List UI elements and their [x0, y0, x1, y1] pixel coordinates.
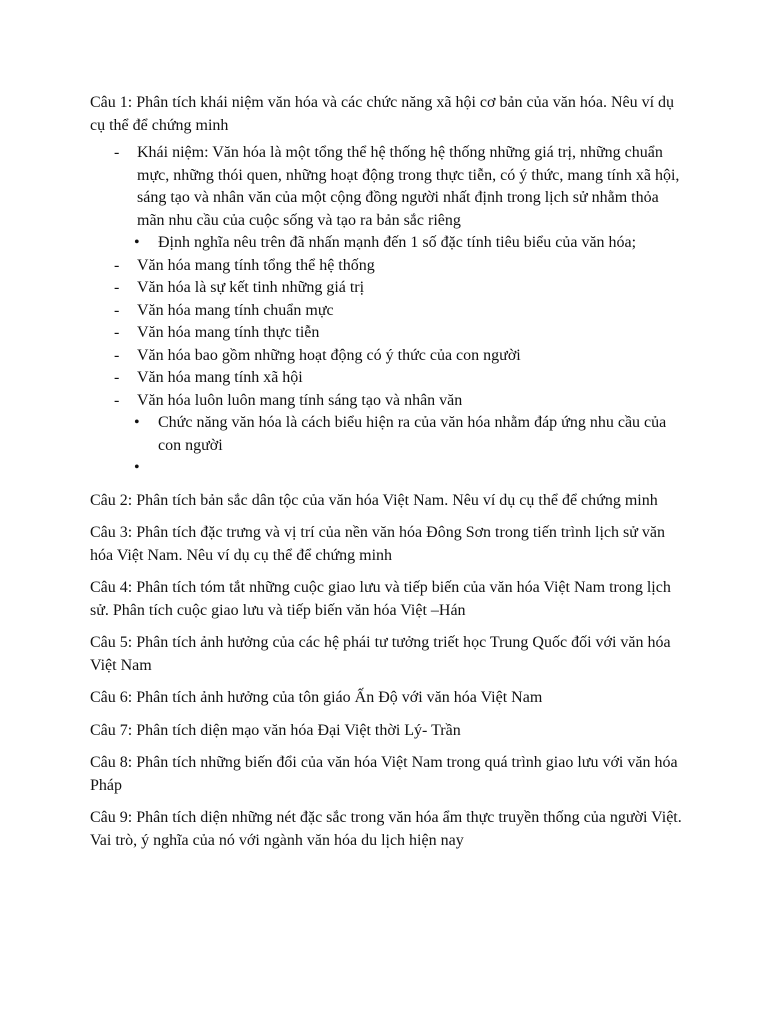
question-1-title: Câu 1: Phân tích khái niệm văn hóa và các chức năng xã hội cơ bản của văn hóa. Nêu ví dụ cụ thể để chứng minh — [90, 94, 675, 134]
concept-sublist-item — [90, 232, 690, 255]
bullet-marker: • — [134, 459, 140, 476]
trait-text: Văn hóa mang tính thực tiễn — [137, 324, 320, 341]
function-sublist-item — [90, 412, 690, 480]
concept-note-text: Định nghĩa nêu trên đã nhấn mạnh đến 1 số đặc tính tiêu biểu của văn hóa; — [158, 234, 637, 251]
bullet-item-empty — [90, 457, 690, 480]
question-3-title: Câu 3: Phân tích đặc trưng và vị trí của nền văn hóa Đông Sơn trong tiến trình lịch sử văn hóa Việt Nam. Nêu ví dụ cụ thể để chứng minh — [90, 524, 666, 564]
trait-text: Văn hóa mang tính tổng thể hệ thống — [137, 256, 375, 274]
trait-text: Văn hóa là sự kết tinh những giá trị — [137, 279, 365, 296]
list-item-trait — [90, 255, 690, 278]
question-7-title: Câu 7: Phân tích diện mạo văn hóa Đại Việt thời Lý- Trần — [90, 721, 461, 739]
question-8-title: Câu 8: Phân tích những biến đổi của văn hóa Việt Nam trong quá trình giao lưu với văn hóa Pháp — [90, 754, 678, 794]
trait-text: Văn hóa mang tính xã hội — [137, 369, 303, 386]
list-item-concept — [90, 142, 690, 232]
question-5-title: Câu 5: Phân tích ảnh hưởng của các hệ phái tư tưởng triết học Trung Quốc đối với văn hóa Việt Nam — [90, 634, 671, 674]
list-item-trait — [90, 277, 690, 300]
bullet-marker: • — [134, 234, 140, 251]
dash-marker: - — [114, 324, 120, 341]
question-9-title: Câu 9: Phân tích diện những nét đặc sắc trong văn hóa ẩm thực truyền thống của người Việt. Vai trò, ý nghĩa của nó với ngành văn hóa du lịch hiện nay — [90, 809, 682, 849]
list-item-trait — [90, 390, 690, 413]
dash-marker: - — [114, 301, 120, 319]
trait-text: Văn hóa mang tính chuẩn mực — [137, 301, 334, 319]
question-4-title: Câu 4: Phân tích tóm tắt những cuộc giao lưu và tiếp biến của văn hóa Việt Nam trong lịch sử. Phân tích cuộc giao lưu và tiếp biến văn hóa Việt –Hán — [90, 579, 671, 619]
dash-marker: - — [114, 144, 120, 161]
dash-marker: - — [114, 346, 120, 364]
function-note-text: Chức năng văn hóa là cách biểu hiện ra của văn hóa nhằm đáp ứng nhu cầu của con người — [158, 414, 667, 454]
dash-marker: - — [114, 391, 120, 409]
concept-text: Khái niệm: Văn hóa là một tổng thể hệ thống hệ thống những giá trị, những chuẩn mực, những thói quen, những hoạt động trong thực tiễn, có ý thức, mang tính xã hội, sáng tạo và nhân văn của một cộng đồng người nhất định trong lịch sử nhằm thỏa mãn nhu cầu của cuộc sống và tạo ra bản sắc riêng — [137, 144, 680, 229]
question-6-title: Câu 6: Phân tích ảnh hưởng của tôn giáo Ấn Độ với văn hóa Việt Nam — [90, 689, 543, 706]
list-item-trait — [90, 367, 690, 390]
dash-marker: - — [114, 369, 120, 386]
list-item-trait — [90, 322, 690, 345]
list-item-trait — [90, 345, 690, 368]
function-sublist — [90, 412, 690, 480]
dash-marker: - — [114, 256, 120, 274]
dash-marker: - — [114, 279, 120, 296]
document-page — [90, 92, 690, 862]
bullet-marker: • — [134, 414, 140, 431]
question-2-title: Câu 2: Phân tích bản sắc dân tộc của văn hóa Việt Nam. Nêu ví dụ cụ thể để chứng minh — [90, 491, 658, 509]
trait-text: Văn hóa luôn luôn mang tính sáng tạo và nhân văn — [137, 391, 463, 409]
concept-sublist — [90, 232, 690, 255]
list-item-trait — [90, 300, 690, 323]
question-1-answer-list — [90, 142, 690, 480]
trait-text: Văn hóa bao gồm những hoạt động có ý thức của con người — [137, 346, 521, 364]
bullet-item-function-note — [90, 412, 690, 457]
bullet-item-concept-note — [90, 232, 690, 255]
